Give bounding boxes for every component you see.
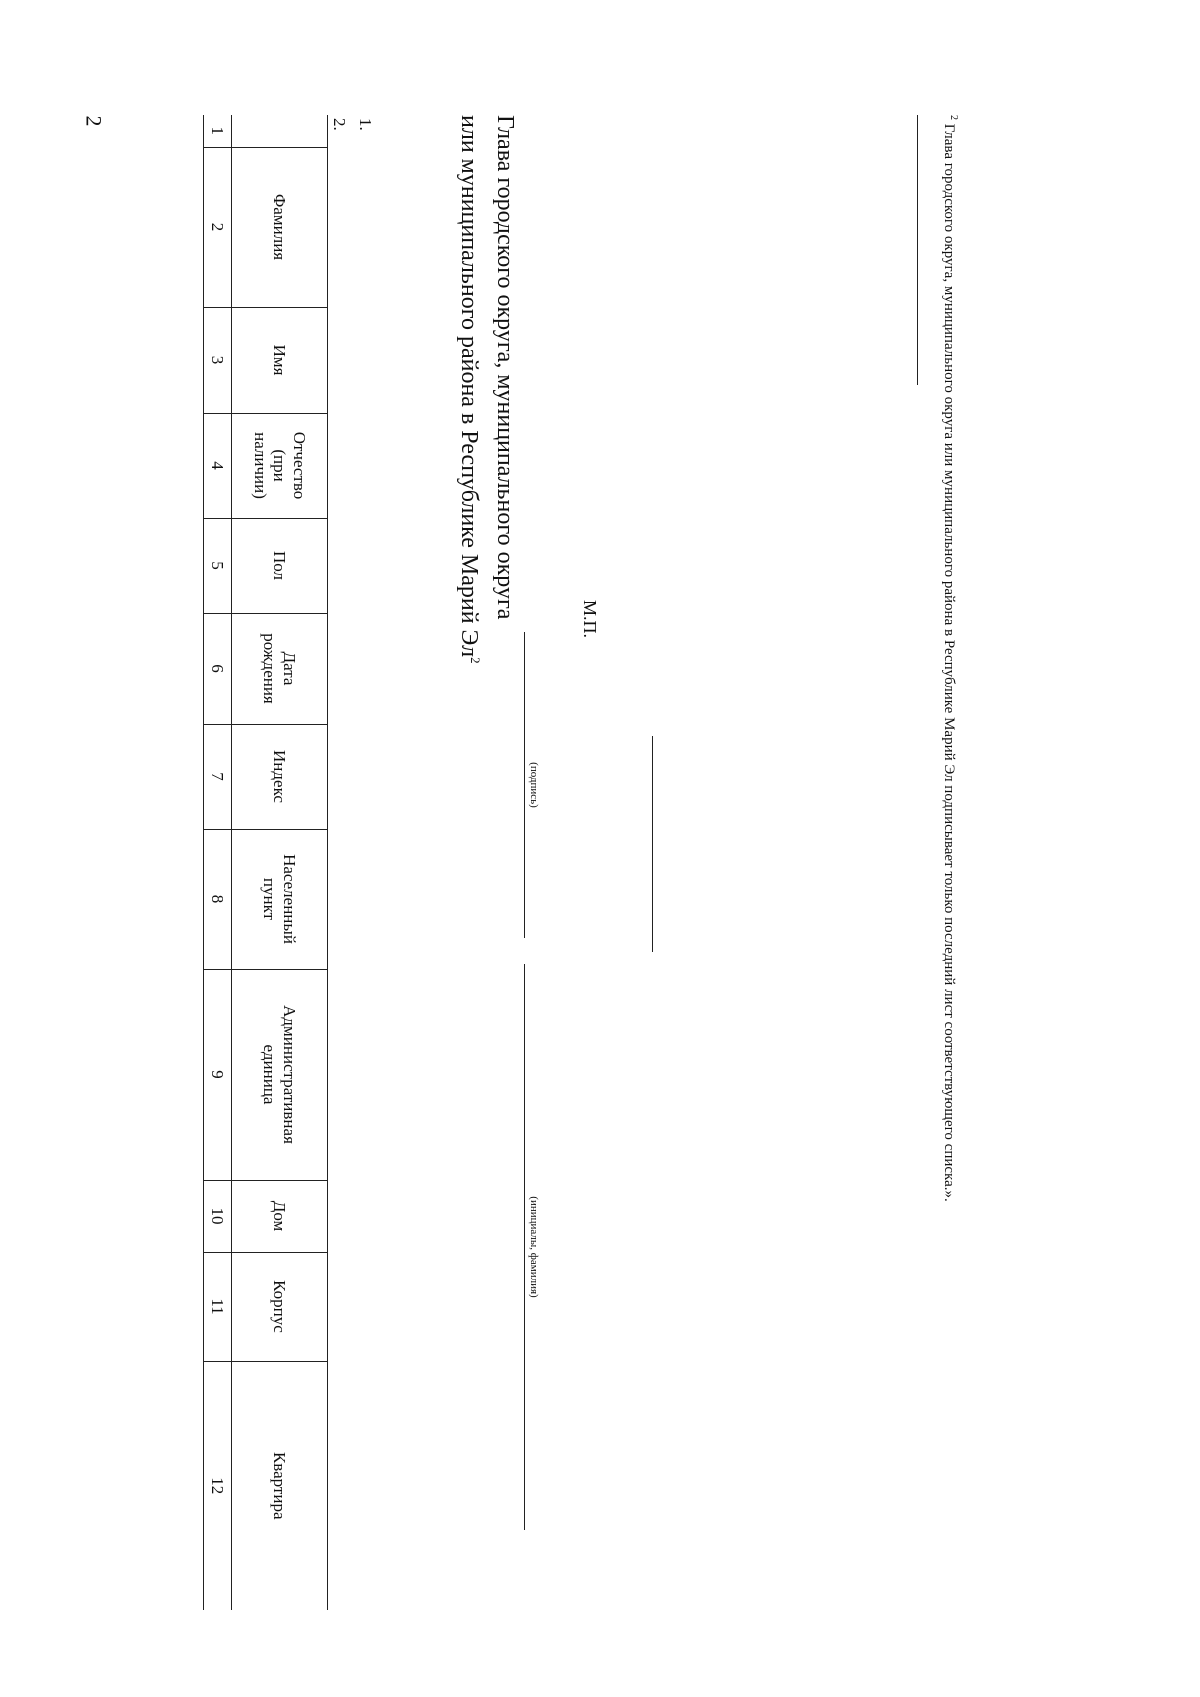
- signatory-title-line: Глава городского округа, муниципального округа: [492, 115, 518, 620]
- header-cell: Населенный пункт: [232, 829, 328, 969]
- header-cell: Пол: [232, 518, 328, 613]
- initials-label: (инициалы, фамилия): [528, 1196, 540, 1298]
- header-cell: Индекс: [232, 724, 328, 829]
- header-cell: Квартира: [232, 1361, 328, 1610]
- header-cell: Дата рождения: [232, 613, 328, 724]
- header-cell: Корпус: [232, 1252, 328, 1361]
- column-number-cell: 1: [204, 115, 232, 147]
- footnote-separator: [917, 115, 918, 385]
- header-cell: Фамилия: [232, 147, 328, 307]
- header-cell: Отчество (при наличии): [232, 413, 328, 518]
- signatory-title-line: [454, 115, 490, 1075]
- column-number-cell: 12: [204, 1361, 232, 1610]
- header-cell: Административная единица: [232, 969, 328, 1180]
- signatory-title-text: или муниципального района в Республике Марий Эл: [456, 115, 482, 658]
- footnote-text: Глава городского округа, муниципального округа или муниципального района в Республике Марий Эл подписывает только последний лист соответствующего списка.».: [941, 123, 957, 1202]
- column-number-cell: 7: [204, 724, 232, 829]
- signatory-title: [454, 115, 520, 1075]
- column-number-cell: 11: [204, 1252, 232, 1361]
- page-number: 2: [81, 115, 107, 127]
- column-number-cell: 6: [204, 613, 232, 724]
- header-cell: Дом: [232, 1180, 328, 1252]
- column-number-row: [204, 115, 232, 1610]
- column-number-cell: 5: [204, 518, 232, 613]
- list-item: 2.: [330, 118, 349, 131]
- row-list: [326, 118, 378, 131]
- table-header-row: [232, 115, 328, 1610]
- footnote-mark: 2: [948, 115, 959, 120]
- stamp-label: М.П.: [580, 600, 600, 639]
- column-number-cell: 9: [204, 969, 232, 1180]
- footnote-mark: 2: [468, 657, 483, 664]
- signature-line: [524, 632, 525, 938]
- register-table: [203, 115, 328, 1610]
- footnote: [940, 115, 962, 1610]
- header-cell: Имя: [232, 307, 328, 413]
- signature-label: (подпись): [528, 762, 540, 808]
- list-item: 1.: [356, 118, 375, 131]
- column-number-cell: 10: [204, 1180, 232, 1252]
- stamp-line: [652, 736, 653, 952]
- initials-line: [524, 964, 525, 1530]
- column-number-cell: 3: [204, 307, 232, 413]
- column-number-cell: 2: [204, 147, 232, 307]
- column-number-cell: 8: [204, 829, 232, 969]
- header-cell: [232, 115, 328, 147]
- column-number-cell: 4: [204, 413, 232, 518]
